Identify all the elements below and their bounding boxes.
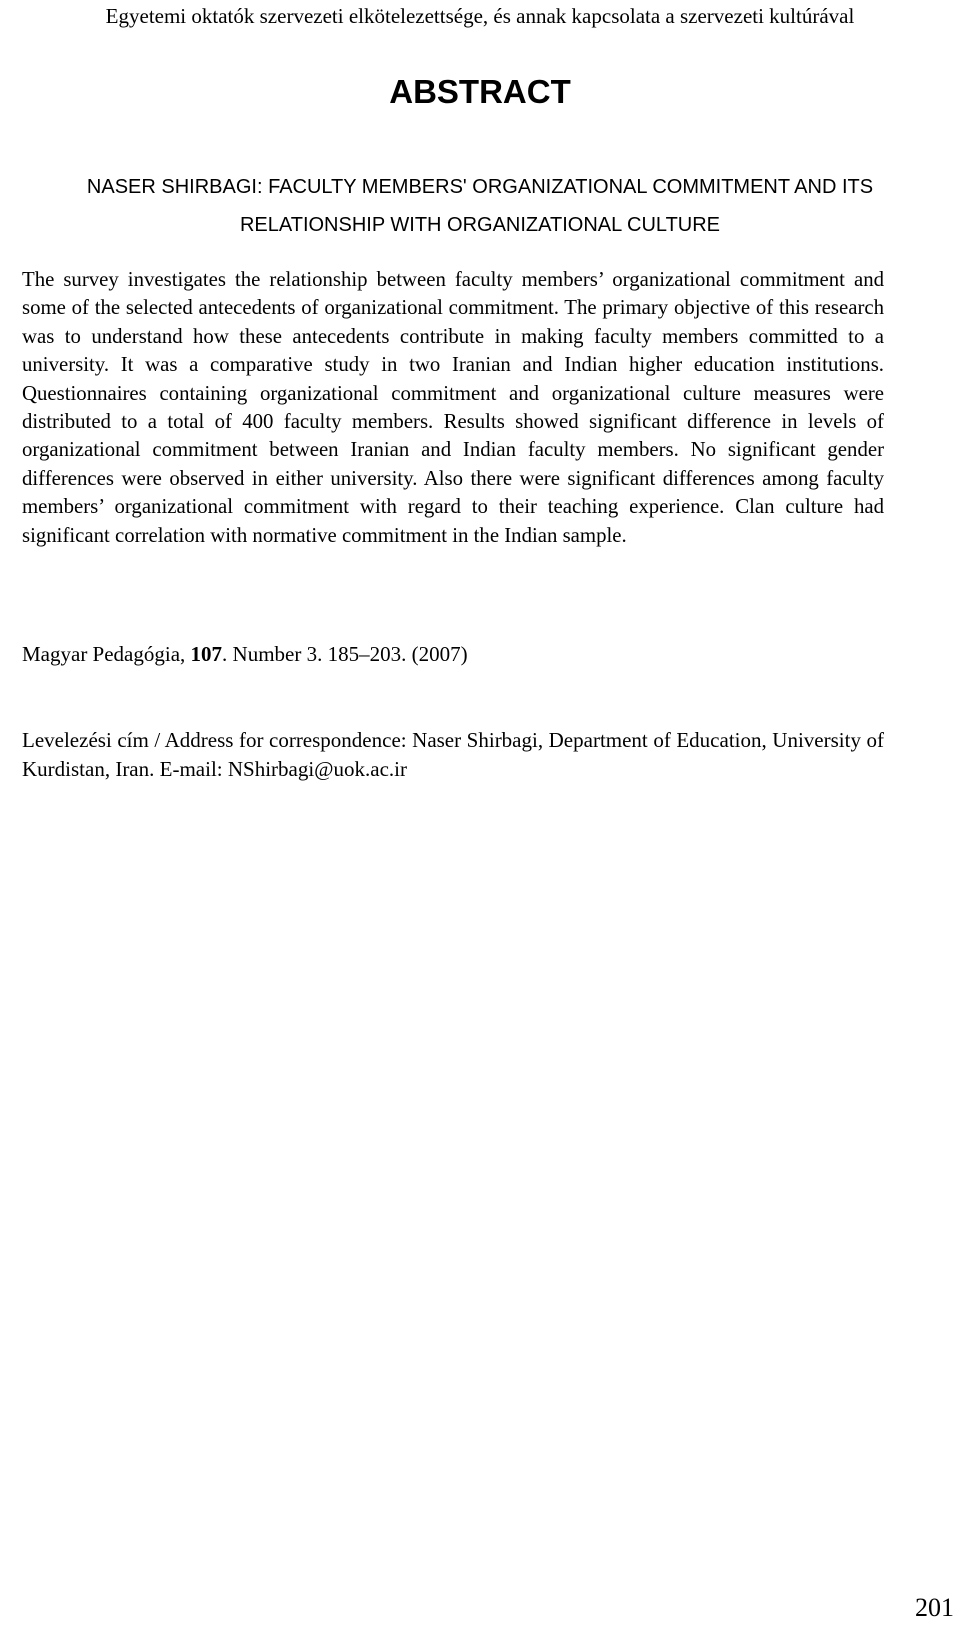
citation-journal: Magyar Pedagógia, <box>22 642 186 666</box>
citation <box>22 640 884 668</box>
paper-title-line-2: RELATIONSHIP WITH ORGANIZATIONAL CULTURE <box>239 214 721 236</box>
paper-title <box>0 168 960 244</box>
abstract-heading: ABSTRACT <box>389 73 571 110</box>
paper-title-line-1: NASER SHIRBAGI: FACULTY MEMBERS' ORGANIZATIONAL COMMITMENT AND ITS <box>86 176 874 198</box>
page-number: 201 <box>915 1593 954 1622</box>
email-link[interactable]: NShirbagi@uok.ac.ir <box>227 757 407 781</box>
running-header: Egyetemi oktatók szervezeti elkötelezettsége, és annak kapcsolata a szervezeti kultúrával <box>105 4 855 28</box>
citation-volume: 107 <box>190 642 223 666</box>
abstract-body: The survey investigates the relationship between faculty members’ organizational commitment and some of the selected antecedents of organizational commitment. The primary objective of this research was to understand how these antecedents contribute in making faculty members committed to a university. It was a comparative study in two Iranian and Indian higher education institutions. Questionnaires containing organizational commitment and organizational culture measures were distributed to a total of 400 faculty members. Results showed significant difference in levels of organizational commitment between Iranian and Indian faculty members. No significant gender differences were observed in either university. Also there were significant differences among faculty members’ organizational commitment with regard to their teaching experience. Clan culture had significant correlation with normative commitment in the Indian sample. <box>22 268 884 547</box>
citation-details: . Number 3. 185–203. (2007) <box>222 642 468 666</box>
correspondence-text: Levelezési cím / Address for correspondence: Naser Shirbagi, Department of Education, University of Kurdistan, Iran. E-mail: <box>22 728 884 781</box>
correspondence <box>22 726 884 784</box>
